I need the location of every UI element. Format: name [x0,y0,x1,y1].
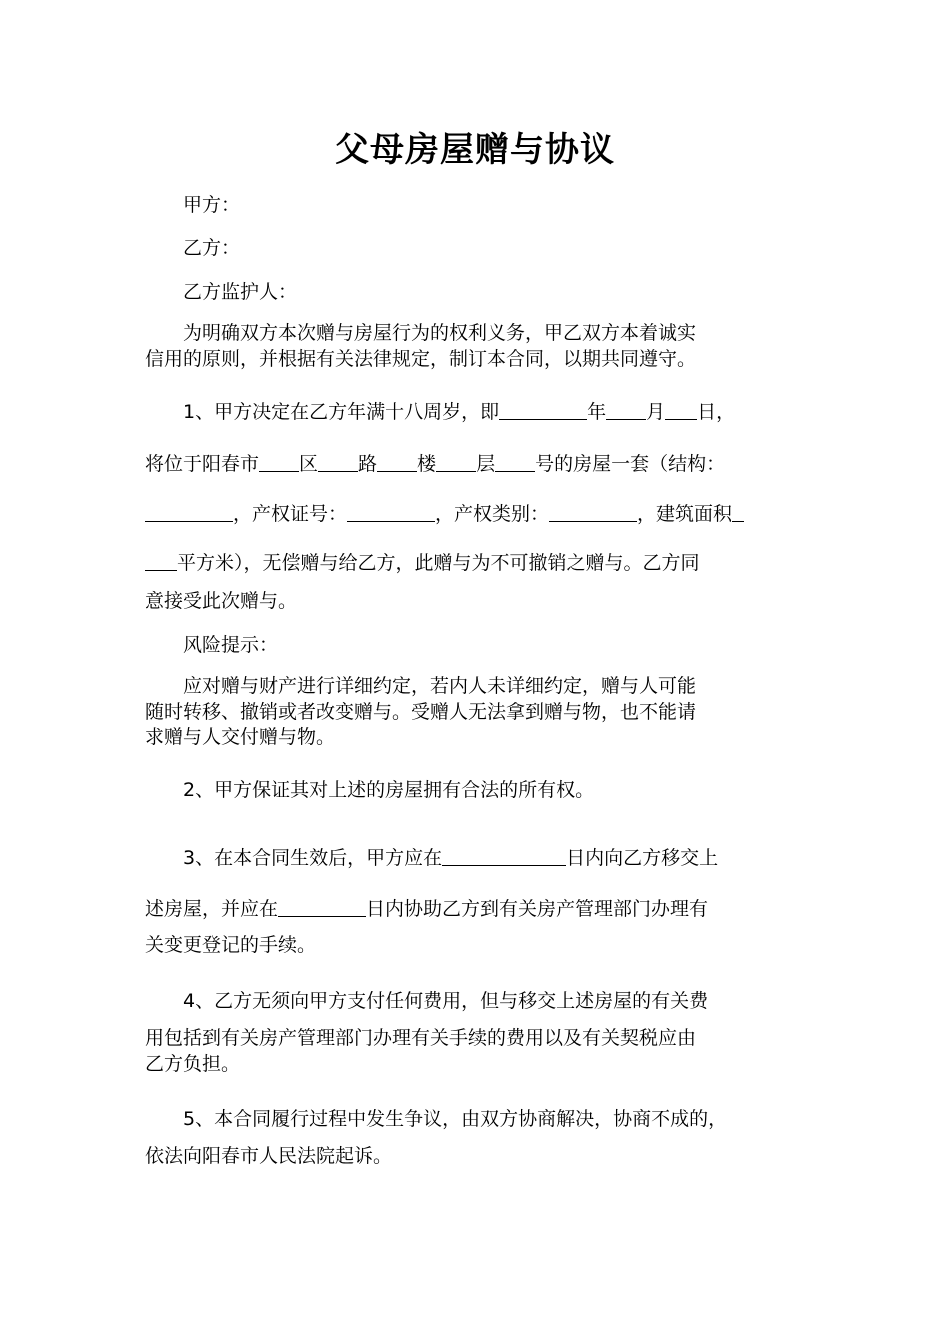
risk-line-2: 随时转移、撤销或者改变赠与。受赠人无法拿到赠与物，也不能请 [145,701,697,723]
clause-1-text: 1、甲方决定在乙方年满十八周岁，即 [183,401,500,423]
clause-3-line-1 [183,845,823,871]
road-blank[interactable] [318,451,358,472]
clause-3-text-b: 日内向乙方移交上 [566,847,719,869]
structure-text: 号的房屋一套（结构： [535,453,726,475]
clause-5-line-2: 依法向阳春市人民法院起诉。 [145,1145,393,1167]
clause-3-text-a: 3、在本合同生效后，甲方应在 [183,847,443,869]
type-label: ，产权类别： [435,503,550,525]
month-label: 月 [646,401,666,423]
preamble-line-1: 为明确双方本次赠与房屋行为的权利义务，甲乙双方本着诚实 [183,322,697,344]
type-blank[interactable] [549,501,637,522]
risk-line-1: 应对赠与财产进行详细约定，若内人未详细约定，赠与人可能 [183,675,697,697]
risk-line-3: 求赠与人交付赠与物。 [145,726,336,748]
clause-2: 2、甲方保证其对上述的房屋拥有合法的所有权。 [183,779,595,801]
location-text: 将位于阳春市 [145,453,260,475]
month-blank[interactable] [606,399,646,420]
clause-1-line-4 [145,550,825,576]
document-title: 父母房屋赠与协议 [335,130,615,170]
risk-title: 风险提示： [183,634,279,656]
number-blank[interactable] [495,451,535,472]
year-blank[interactable] [499,399,587,420]
structure-blank[interactable] [145,501,233,522]
area-label: ，建筑面积 [637,503,733,525]
clause-3-line-2 [145,896,825,922]
clause-4-line-1: 4、乙方无须向甲方支付任何费用，但与移交上述房屋的有关费 [183,990,709,1012]
clause-3-text-c: 述房屋，并应在 [145,898,279,920]
year-label: 年 [587,401,607,423]
clause-5-line-1: 5、本合同履行过程中发生争议，由双方协商解决，协商不成的， [183,1108,728,1130]
clause-4-line-3: 乙方负担。 [145,1053,241,1075]
day-blank[interactable] [665,399,697,420]
cert-label: ，产权证号： [233,503,348,525]
clause-1-line-3 [145,501,825,527]
area-blank-start[interactable] [732,501,744,522]
district-label: 区 [299,453,319,475]
clause-1-line-1 [183,399,823,425]
clause-1-line-5: 意接受此次赠与。 [145,590,298,612]
cert-blank[interactable] [347,501,435,522]
gift-text: 平方米），无偿赠与给乙方，此赠与为不可撤销之赠与。乙方同 [177,552,700,574]
clause-4-line-2: 用包括到有关房产管理部门办理有关手续的费用以及有关契税应由 [145,1027,697,1049]
district-blank[interactable] [259,451,299,472]
party-a-label: 甲方： [183,194,241,216]
preamble-line-2: 信用的原则，并根据有关法律规定，制订本合同，以期共同遵守。 [145,348,697,370]
guardian-label: 乙方监护人： [183,281,298,303]
building-blank[interactable] [377,451,417,472]
assist-days-blank[interactable] [278,896,366,917]
floor-label: 层 [476,453,496,475]
road-label: 路 [358,453,378,475]
handover-days-blank[interactable] [442,845,566,866]
clause-3-line-3: 关变更登记的手续。 [145,934,317,956]
party-b-label: 乙方： [183,237,241,259]
building-label: 楼 [417,453,437,475]
day-label: 日， [697,401,736,423]
clause-3-text-d: 日内协助乙方到有关房产管理部门办理有 [366,898,709,920]
clause-1-line-2 [145,451,825,477]
area-blank[interactable] [145,550,177,571]
floor-blank[interactable] [436,451,476,472]
